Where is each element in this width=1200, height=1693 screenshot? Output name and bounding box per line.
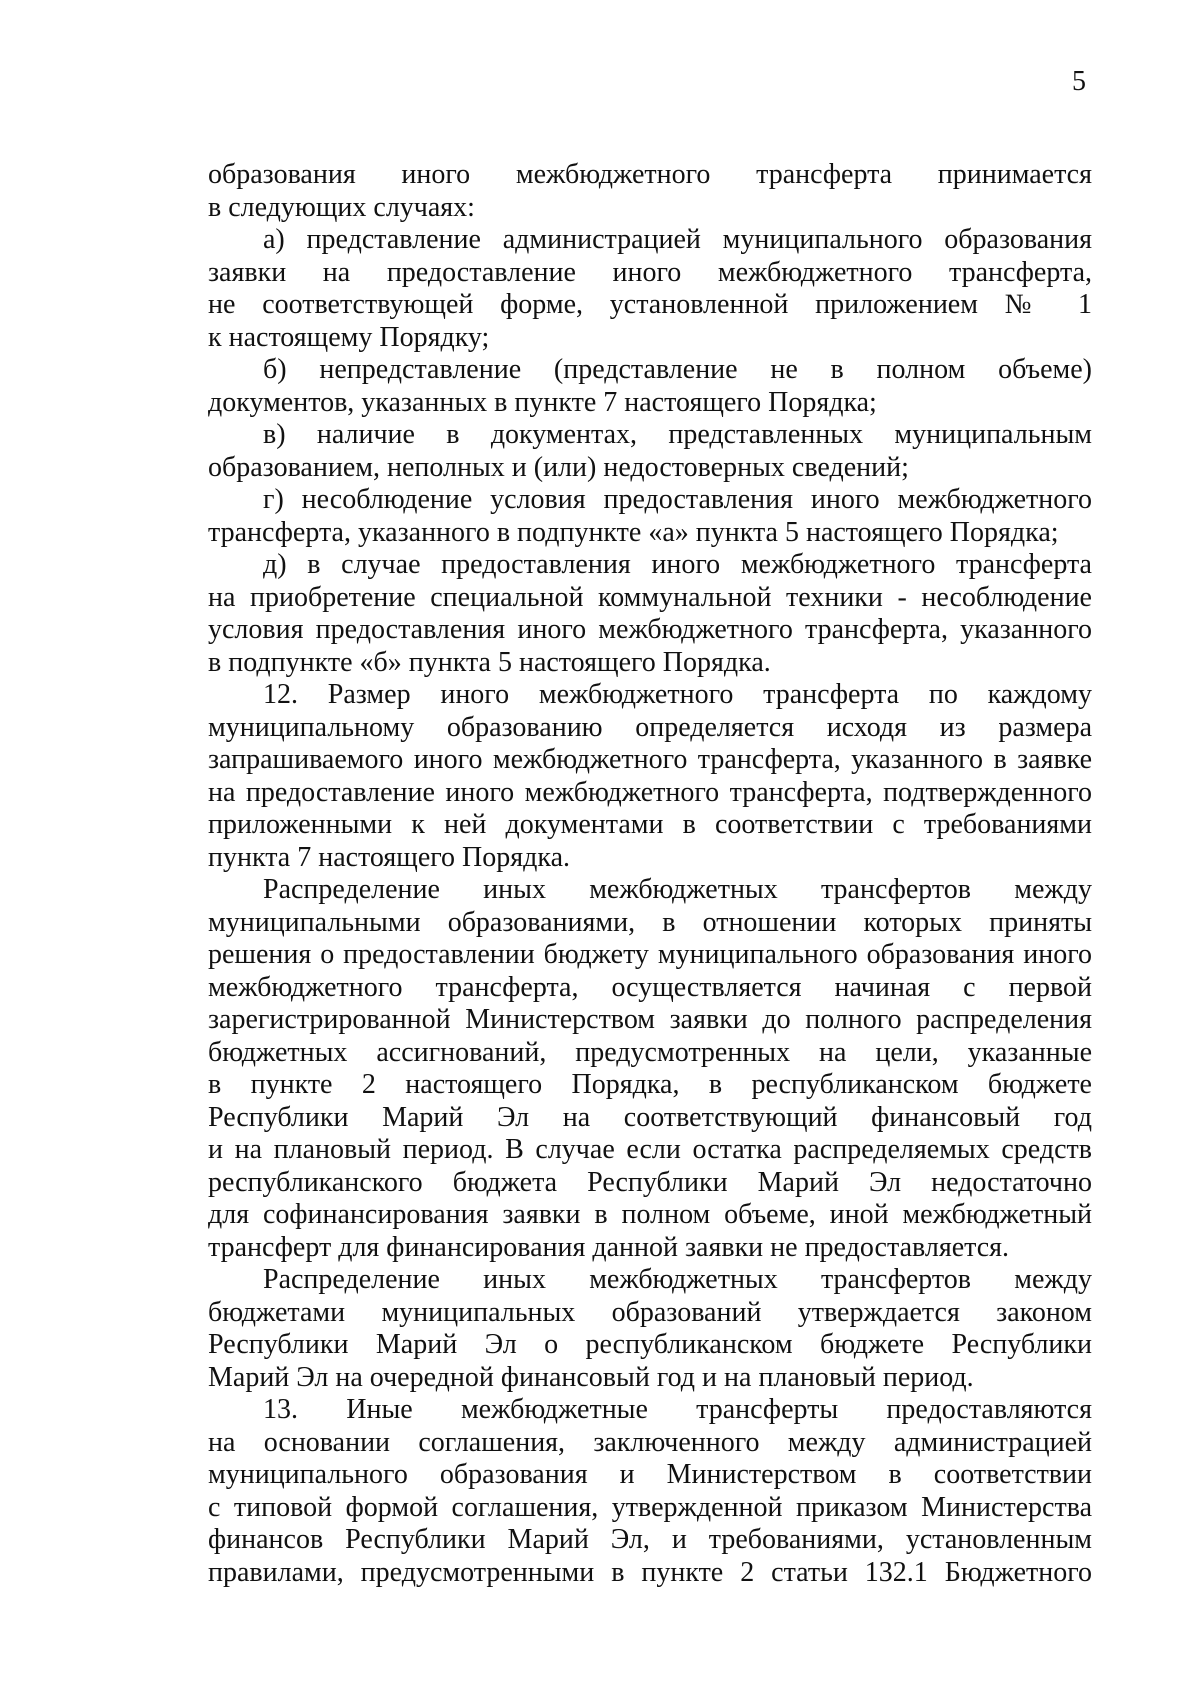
paragraph (208, 484, 1092, 549)
text-line: б) непредставление (представление не в полном объеме) (263, 354, 1092, 385)
paragraph (208, 354, 1092, 419)
paragraph (208, 1394, 1092, 1589)
text-line: документов, указанных в пункте 7 настоящего Порядка; (208, 386, 877, 418)
text-line: с типовой формой соглашения, утвержденной приказом Министерства (208, 1491, 1092, 1523)
text-line: г) несоблюдение условия предоставления иного межбюджетного (263, 484, 1092, 515)
text-line: на приобретение специальной коммунальной техники - несоблюдение (208, 581, 1092, 613)
page-number: 5 (1072, 66, 1086, 97)
text-line: в следующих случаях: (208, 191, 475, 223)
text-line: в пункте 2 настоящего Порядка, в республиканском бюджете (208, 1069, 1092, 1100)
text-line: приложенными к ней документами в соответствии с требованиями (208, 809, 1092, 840)
text-line: 13. Иные межбюджетные трансферты предоставляются (263, 1394, 1092, 1425)
paragraph (208, 549, 1092, 679)
text-line: бюджетами муниципальных образований утверждается законом (208, 1296, 1092, 1328)
text-line: 12. Размер иного межбюджетного трансферта по каждому (263, 679, 1092, 710)
text-line: муниципального образования и Министерством в соответствии (208, 1459, 1092, 1490)
text-line: запрашиваемого иного межбюджетного трансферта, указанного в заявке (208, 744, 1092, 775)
text-line: условия предоставления иного межбюджетного трансферта, указанного (208, 614, 1092, 645)
text-line: Распределение иных межбюджетных трансфертов между (263, 874, 1092, 905)
text-line: трансферт для финансирования данной заявки не предоставляется. (208, 1231, 1010, 1263)
paragraph (208, 1264, 1092, 1394)
text-line: на предоставление иного межбюджетного трансферта, подтвержденного (208, 776, 1092, 808)
text-line: Республики Марий Эл о республиканском бюджете Республики (208, 1329, 1092, 1360)
text-line: бюджетных ассигнований, предусмотренных на цели, указанные (208, 1036, 1092, 1068)
text-line: Марий Эл на очередной финансовый год и на плановый период. (208, 1361, 974, 1393)
text-line: зарегистрированной Министерством заявки до полного распределения (208, 1004, 1092, 1035)
text-line: финансов Республики Марий Эл, и требованиями, установленным (208, 1524, 1092, 1555)
text-line: Республики Марий Эл на соответствующий финансовый год (208, 1101, 1092, 1133)
text-line: заявки на предоставление иного межбюджетного трансферта, (208, 256, 1092, 288)
text-line: Распределение иных межбюджетных трансфертов между (263, 1264, 1092, 1295)
text-line: и на плановый период. В случае если остатка распределяемых средств (208, 1134, 1092, 1165)
text-line: пункта 7 настоящего Порядка. (208, 841, 570, 873)
text-line: в) наличие в документах, представленных муниципальным (263, 419, 1092, 450)
text-line: не соответствующей форме, установленной приложением № 1 (208, 289, 1092, 320)
text-line: д) в случае предоставления иного межбюджетного трансферта (263, 549, 1092, 580)
text-line: решения о предоставлении бюджету муниципального образования иного (208, 939, 1092, 970)
paragraph (208, 224, 1092, 354)
text-line: образованием, неполных и (или) недостоверных сведений; (208, 451, 909, 483)
text-line: в подпункте «б» пункта 5 настоящего Порядка. (208, 646, 771, 678)
text-line: правилами, предусмотренными в пункте 2 статьи 132.1 Бюджетного (208, 1556, 1092, 1588)
paragraph (208, 419, 1092, 484)
text-line: к настоящему Порядку; (208, 321, 490, 353)
text-line: образования иного межбюджетного трансферта принимается (208, 159, 1092, 190)
paragraph (208, 874, 1092, 1264)
paragraph (208, 159, 1092, 224)
text-line: муниципальными образованиями, в отношении которых приняты (208, 906, 1092, 938)
text-line: трансферта, указанного в подпункте «а» пункта 5 настоящего Порядка; (208, 516, 1059, 548)
text-line: муниципальному образованию определяется исходя из размера (208, 711, 1092, 743)
document-body (208, 159, 1092, 1589)
text-line: межбюджетного трансферта, осуществляется начиная с первой (208, 971, 1092, 1003)
paragraph (208, 679, 1092, 874)
text-line: а) представление администрацией муниципального образования (263, 224, 1092, 255)
text-line: для софинансирования заявки в полном объеме, иной межбюджетный (208, 1199, 1092, 1230)
text-line: республиканского бюджета Республики Марий Эл недостаточно (208, 1166, 1092, 1198)
text-line: на основании соглашения, заключенного между администрацией (208, 1426, 1092, 1458)
